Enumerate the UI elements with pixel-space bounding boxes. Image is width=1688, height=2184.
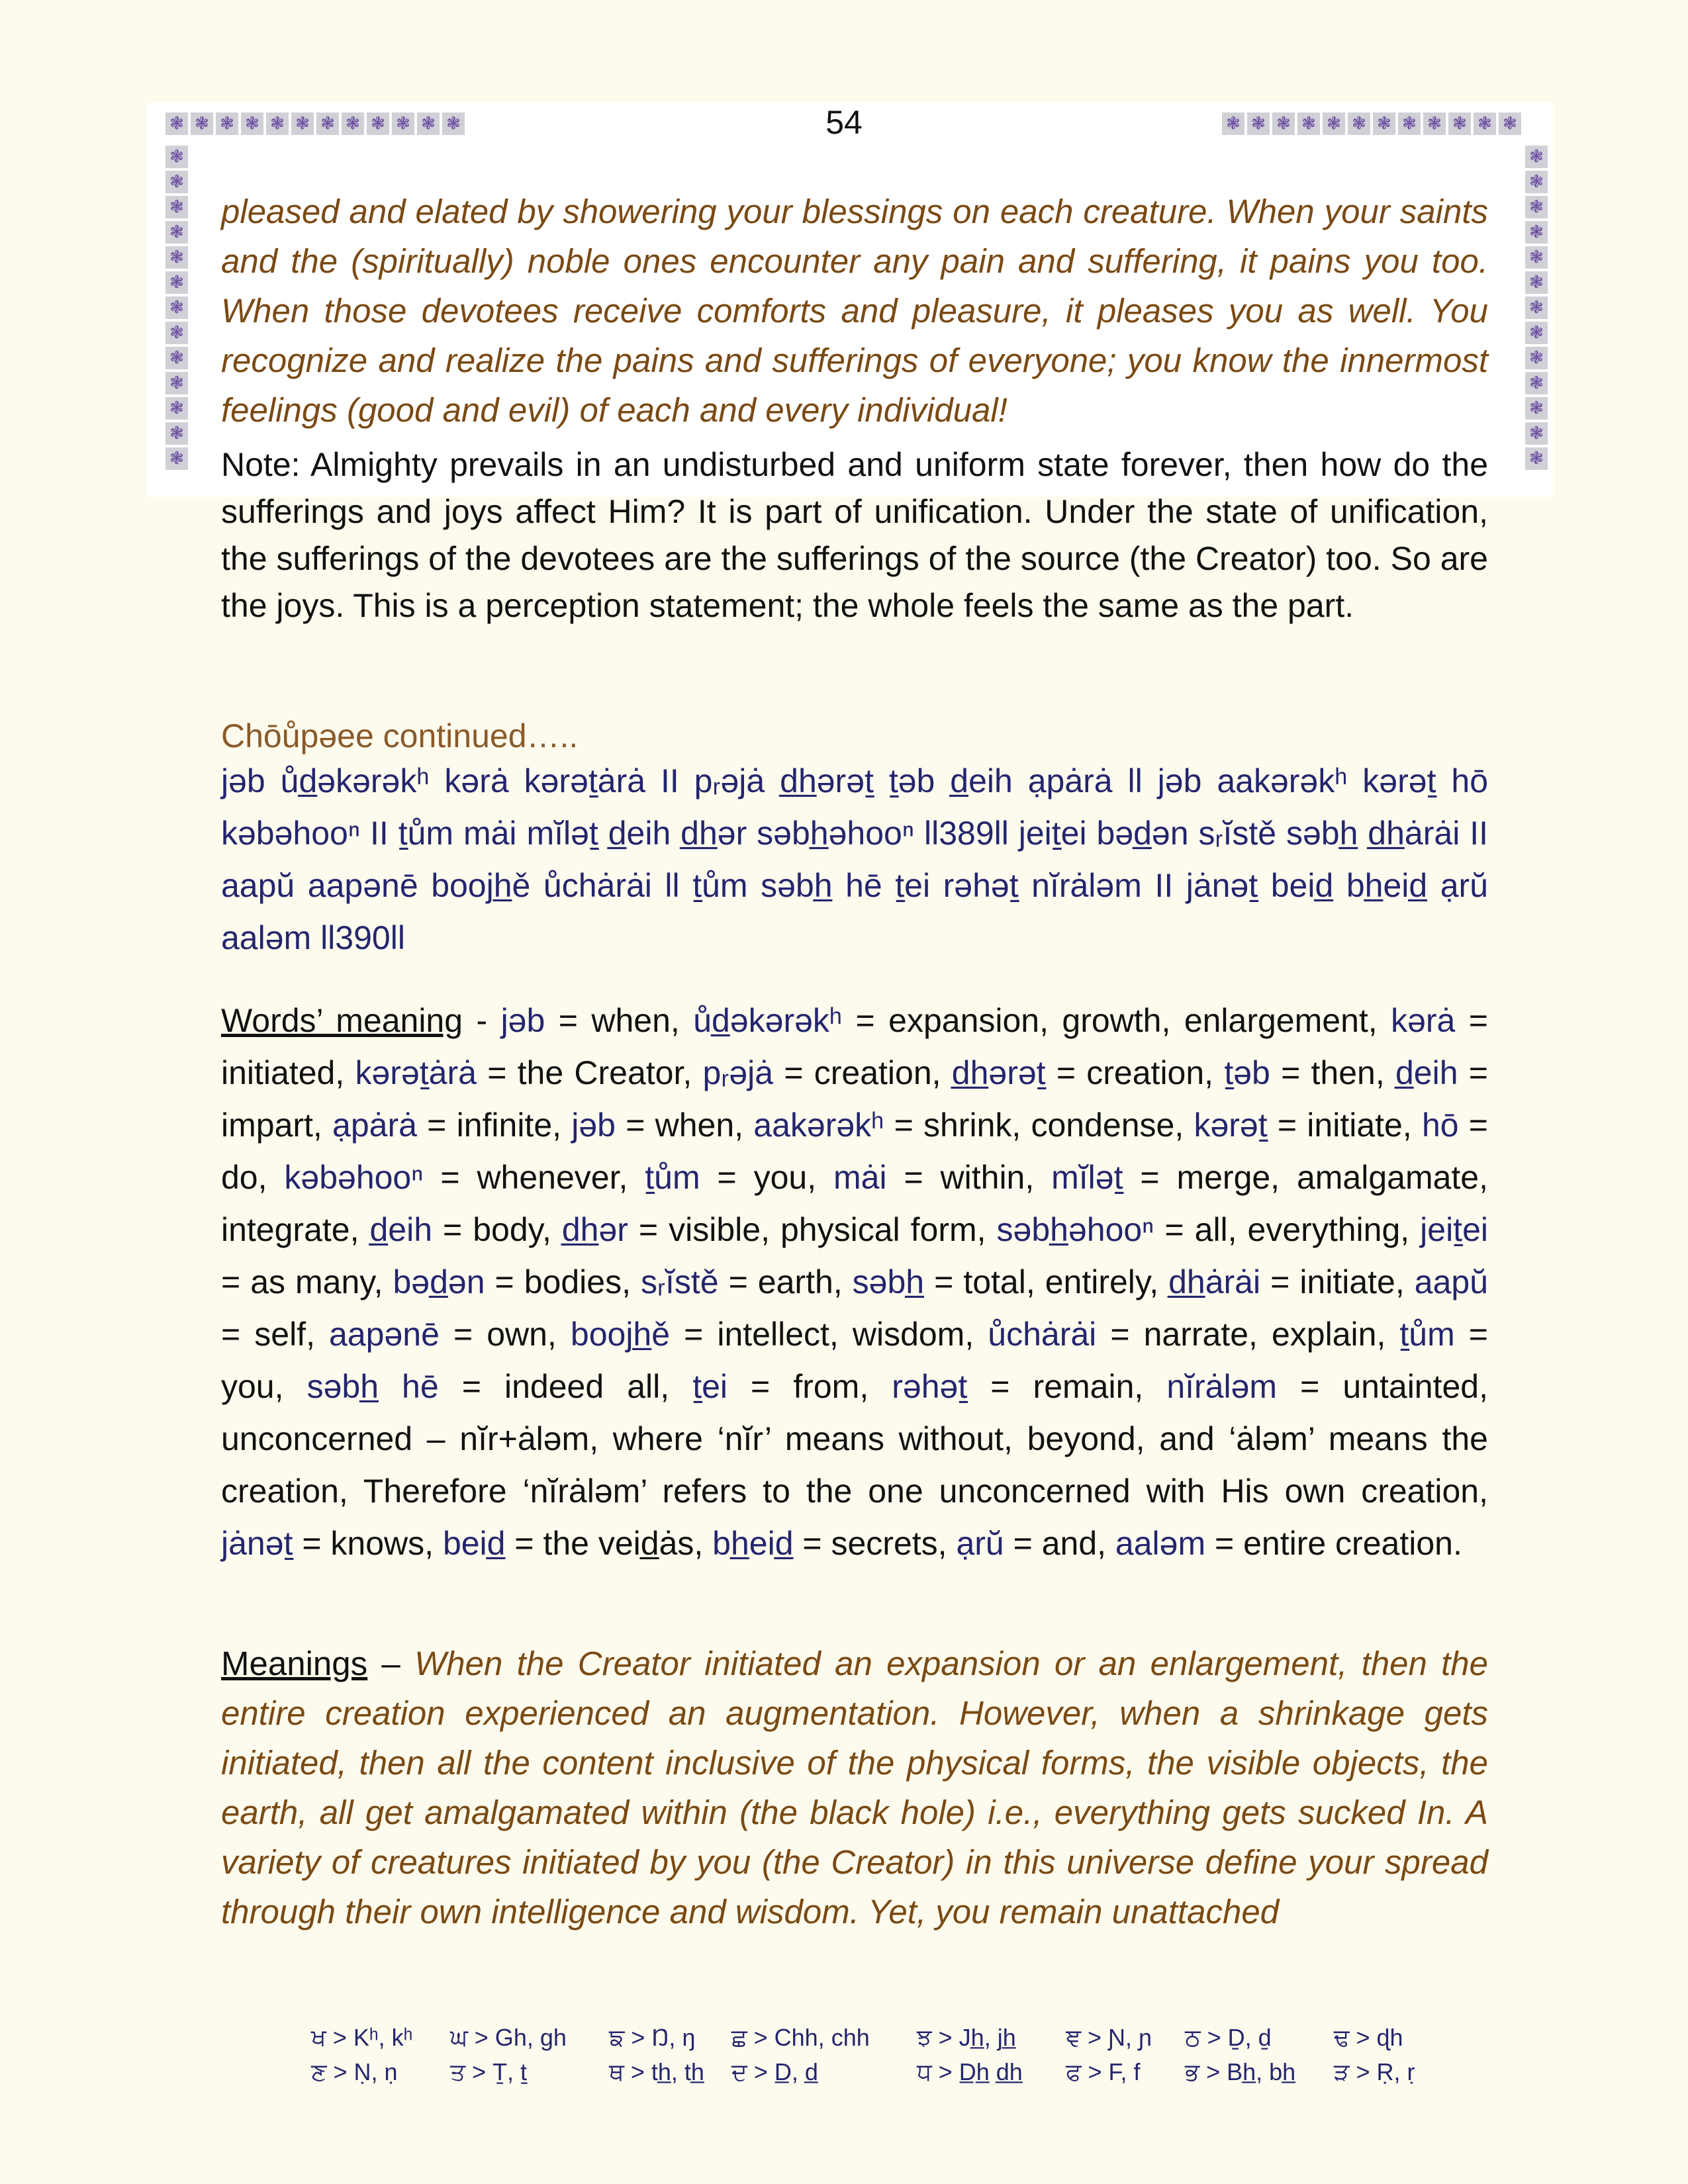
legend-item: ਫ > F, f <box>1066 2058 1141 2085</box>
term-meaning: = from, <box>727 1368 892 1405</box>
gurmukhi-term: d̲eih <box>369 1211 433 1248</box>
gurmukhi-term: bəd̲ən <box>393 1263 485 1300</box>
gurmukhi-term: aakərəkʰ <box>753 1107 884 1144</box>
legend-item: ਣ > Ṇ, ṇ <box>311 2058 398 2085</box>
term-meaning: = self, <box>221 1316 330 1353</box>
verse-section <box>221 717 1488 964</box>
legend-item: ਥ > th̲, th̲ <box>609 2058 704 2085</box>
gurmukhi-term: kərəṯ <box>1194 1107 1268 1144</box>
words-meaning-section <box>221 995 1488 1570</box>
flower-ornament-icon: ❃ <box>1525 372 1548 394</box>
flower-ornament-icon: ❃ <box>1297 113 1320 135</box>
flower-ornament-icon: ❃ <box>1525 221 1548 244</box>
term-meaning: = intellect, wisdom, <box>670 1316 988 1353</box>
legend-item: ਭ > Bh̲, bh̲ <box>1185 2058 1296 2085</box>
chaupaee-label: Chōůpəee continued….. <box>221 717 579 754</box>
term-meaning: = infinite, <box>416 1107 572 1144</box>
flower-ornament-icon: ❃ <box>342 113 364 135</box>
content-top <box>221 187 1488 629</box>
flower-ornament-icon: ❃ <box>1247 113 1270 135</box>
flower-ornament-icon: ❃ <box>1525 296 1548 319</box>
gurmukhi-term: aapŭ <box>1414 1263 1488 1300</box>
legend-item: ਛ > Chh, chh <box>731 2024 870 2051</box>
term-meaning: = narrate, explain, <box>1096 1316 1400 1353</box>
flower-ornament-icon: ❃ <box>1398 113 1421 135</box>
continued-paragraph: pleased and elated by showering your blessings on each creature. When your saints and the (spiritually) noble ones encounter any pain and suffering, it pains you too. When those devotees receive comforts and pleasure, it pleases you as well. You recognize and realize the pains and sufferings of everyone; you know the innermost feelings (good and evil) of each and every individual! <box>221 193 1488 429</box>
flower-ornament-icon: ❃ <box>165 271 188 294</box>
flower-ornament-icon: ❃ <box>316 113 339 135</box>
flower-ornament-icon: ❃ <box>1348 113 1370 135</box>
term-meaning: = merge, amalgamate, integrate, <box>221 1159 1488 1248</box>
gurmukhi-term: səbh̲ <box>852 1263 925 1300</box>
term-meaning: = indeed all, <box>438 1368 693 1405</box>
term-meaning: = creation, <box>773 1054 952 1091</box>
legend-item: ਙ > Ŋ, ŋ <box>609 2024 696 2051</box>
words-meaning-paragraph: Words’ meaning - jəb = when, ůd̲əkərəkʰ = expansion, growth, enlargement, kərȧ = initiated, kərəṯȧrȧ = the Creator, pᵣəjȧ = creation, d̲h̲ərəṯ = creation, ṯəb = then, d̲eih = impart, ạpȧrȧ = infinite, jəb = when, aakərəkʰ = shrink, condense, kərəṯ = initiate, hō = do, kəbəhooⁿ = whenever, ṯům = you, mȧi = within, mĭləṯ = merge, amalgamate, integrate, d̲eih = body, d̲h̲ər = visible, physical form, səbh̲əhooⁿ = all, everything, jeiṯei = as many, bəd̲ən = bodies, sᵣĭstě = earth, səbh̲ = total, entirely, d̲h̲ȧrȧi = initiate, aapŭ = self, aapənē = own, boojh̲ě = intellect, wisdom, ůchȧrȧi = narrate, explain, ṯům = you, səbh̲ hē = indeed all, ṯei = from, rəhəṯ = remain, nĭrȧləm = untainted, unconcerned – nĭr+ȧləm, where ‘nĭr’ means without, beyond, and ‘ȧləm’ means the creation, Therefore ‘nĭrȧləm’ refers to the one unconcerned with His own creation, jȧnəṯ = knows, beid̲ = the veid̲ȧs, bh̲eid̲ = secrets, ạrŭ = and, aaləm = entire creation. <box>221 1002 1489 1562</box>
flower-ornament-icon: ❃ <box>165 146 188 168</box>
decorative-border-left <box>165 146 188 470</box>
term-meaning: = untainted, unconcerned – nĭr+ȧləm, where ‘nĭr’ means without, beyond, and ‘ȧləm’ means the creation, Therefore ‘nĭrȧləm’ refers to the one unconcerned with His own creation, <box>221 1368 1489 1510</box>
gurmukhi-term: sᵣĭstě <box>641 1263 719 1300</box>
meanings-dash: – <box>367 1645 415 1682</box>
gurmukhi-term: aapənē <box>329 1316 440 1353</box>
flower-ornament-icon: ❃ <box>165 171 188 193</box>
term-meaning: = impart, <box>221 1054 1488 1144</box>
gurmukhi-term: d̲h̲ȧrȧi <box>1168 1263 1261 1300</box>
flower-ornament-icon: ❃ <box>1499 113 1521 135</box>
gurmukhi-term: ṯəb <box>1224 1054 1270 1091</box>
words-meaning-heading: Words’ meaning <box>221 1002 463 1039</box>
gurmukhi-term: jeiṯei <box>1420 1211 1488 1248</box>
flower-ornament-icon: ❃ <box>216 113 238 135</box>
term-meaning: = creation, <box>1045 1054 1225 1091</box>
flower-ornament-icon: ❃ <box>165 447 188 470</box>
flower-ornament-icon: ❃ <box>1525 146 1548 168</box>
flower-ornament-icon: ❃ <box>1474 113 1496 135</box>
meanings-text: When the Creator initiated an expansion or an enlargement, then the entire creation experienced an augmentation. However, when a shrinkage gets initiated, then all the content inclusive of the physical forms, the visible objects, the earth, all get amalgamated within (the black hole) i.e., everything gets sucked In. A variety of creatures initiated by you (the Creator) in this universe define your spread through their own intelligence and wisdom. Yet, you remain unattached <box>221 1645 1489 1931</box>
flower-ornament-icon: ❃ <box>165 322 188 344</box>
term-meaning: = then, <box>1270 1054 1395 1091</box>
term-meaning: = initiated, <box>221 1002 1488 1091</box>
flower-ornament-icon: ❃ <box>165 372 188 394</box>
flower-ornament-icon: ❃ <box>165 246 188 269</box>
flower-ornament-icon: ❃ <box>442 113 465 135</box>
flower-ornament-icon: ❃ <box>1525 447 1548 470</box>
flower-ornament-icon: ❃ <box>165 221 188 244</box>
gurmukhi-term: ạpȧrȧ <box>332 1107 417 1144</box>
gurmukhi-term: d̲eih <box>1395 1054 1458 1091</box>
term-meaning: = visible, physical form, <box>628 1211 997 1248</box>
term-meaning: = the Creator, <box>476 1054 703 1091</box>
meanings-section <box>221 1639 1488 1936</box>
flower-ornament-icon: ❃ <box>367 113 389 135</box>
legend-row <box>311 2058 1413 2093</box>
legend-item: ਖ > Kʰ, kʰ <box>311 2024 413 2051</box>
term-meaning: = when, <box>615 1107 754 1144</box>
gurmukhi-term: jəb <box>571 1107 616 1144</box>
term-meaning: = remain, <box>967 1368 1167 1405</box>
flower-ornament-icon: ❃ <box>165 296 188 319</box>
flower-ornament-icon: ❃ <box>1423 113 1446 135</box>
gurmukhi-term: ṯům <box>645 1159 700 1196</box>
term-meaning: = expansion, growth, enlargement, <box>842 1002 1391 1039</box>
legend-item: ਦ > D̲, d̲ <box>731 2058 818 2085</box>
term-meaning: = knows, <box>293 1525 443 1562</box>
legend-item: ੜ > Ṛ, ṛ <box>1334 2058 1415 2085</box>
gurmukhi-term: mĭləṯ <box>1051 1159 1123 1196</box>
flower-ornament-icon: ❃ <box>165 196 188 218</box>
term-meaning: = and, <box>1004 1525 1115 1562</box>
page-number: 54 <box>825 104 863 141</box>
flower-ornament-icon: ❃ <box>266 113 289 135</box>
flower-ornament-icon: ❃ <box>1272 113 1295 135</box>
term-meaning: = secrets, <box>793 1525 957 1562</box>
decorative-border-right <box>1525 146 1548 470</box>
gurmukhi-term: ạrŭ <box>956 1525 1004 1562</box>
flower-ornament-icon: ❃ <box>291 113 314 135</box>
flower-ornament-icon: ❃ <box>165 422 188 445</box>
flower-ornament-icon: ❃ <box>1525 347 1548 369</box>
decorative-border-top-right <box>1222 113 1521 135</box>
decorative-border-top-left <box>165 113 465 135</box>
term-meaning: = the veid̲ȧs, <box>505 1525 713 1562</box>
term-meaning: = you, <box>700 1159 833 1196</box>
transliteration-legend <box>311 2024 1413 2093</box>
legend-item: ਞ > Ɲ, ɲ <box>1066 2024 1152 2051</box>
legend-item: ਠ > Ḏ, ḏ <box>1185 2024 1272 2051</box>
term-meaning: = when, <box>545 1002 694 1039</box>
gurmukhi-term: ůchȧrȧi <box>988 1316 1097 1353</box>
flower-ornament-icon: ❃ <box>1525 271 1548 294</box>
term-meaning: = shrink, condense, <box>884 1107 1194 1144</box>
flower-ornament-icon: ❃ <box>1323 113 1345 135</box>
flower-ornament-icon: ❃ <box>165 113 188 135</box>
term-meaning: = do, <box>221 1107 1489 1196</box>
term-meaning: = initiate, <box>1267 1107 1422 1144</box>
flower-ornament-icon: ❃ <box>1222 113 1244 135</box>
meanings-heading: Meanings <box>221 1645 368 1682</box>
flower-ornament-icon: ❃ <box>1525 246 1548 269</box>
gurmukhi-term: kərȧ <box>1391 1002 1456 1039</box>
term-meaning: = initiate, <box>1260 1263 1415 1300</box>
legend-item: ਘ > Gh, gh <box>450 2024 567 2051</box>
flower-ornament-icon: ❃ <box>1525 422 1548 445</box>
legend-row <box>311 2024 1413 2058</box>
term-meaning: = whenever, <box>423 1159 645 1196</box>
verse-transliteration: jəb ůd̲əkərəkʰ kərȧ kərəṯȧrȧ II pᵣəjȧ d̲h̲ərəṯ ṯəb d̲eih ạpȧrȧ ll jəb aakərəkʰ kərəṯ hō kəbəhooⁿ II ṯům mȧi mĭləṯ d̲eih d̲h̲ər səbh̲əhooⁿ ll389ll jeiṯei bəd̲ən sᵣĭstě səbh̲ d̲h̲ȧrȧi II aapŭ aapənē boojh̲ě ůchȧrȧi ll ṯům səbh̲ hē ṯei rəhəṯ nĭrȧləm II jȧnəṯ beid̲ bh̲eid̲ ạrŭ aaləm ll390ll <box>221 762 1488 956</box>
flower-ornament-icon: ❃ <box>241 113 263 135</box>
gurmukhi-term: səbh̲əhooⁿ <box>996 1211 1154 1248</box>
gurmukhi-term: nĭrȧləm <box>1166 1368 1278 1405</box>
gurmukhi-term: rəhəṯ <box>892 1368 968 1405</box>
gurmukhi-term: bh̲eid̲ <box>712 1525 794 1562</box>
gurmukhi-term: pᵣəjȧ <box>702 1054 774 1091</box>
term-meaning: = all, everything, <box>1154 1211 1421 1248</box>
term-meaning: = body, <box>432 1211 562 1248</box>
flower-ornament-icon: ❃ <box>165 397 188 420</box>
gurmukhi-term: kəbəhooⁿ <box>284 1159 424 1196</box>
meanings-paragraph <box>221 1639 1488 1936</box>
gurmukhi-term: d̲h̲ərəṯ <box>951 1054 1046 1091</box>
gurmukhi-term: boojh̲ě <box>570 1316 671 1353</box>
term-meaning: = own, <box>439 1316 571 1353</box>
gurmukhi-term: aaləm <box>1115 1525 1206 1562</box>
flower-ornament-icon: ❃ <box>392 113 414 135</box>
term-meaning: = bodies, <box>485 1263 641 1300</box>
flower-ornament-icon: ❃ <box>165 347 188 369</box>
flower-ornament-icon: ❃ <box>417 113 440 135</box>
term-meaning: = earth, <box>718 1263 853 1300</box>
flower-ornament-icon: ❃ <box>191 113 213 135</box>
flower-ornament-icon: ❃ <box>1525 196 1548 218</box>
legend-item: ਧ > D̲h̲ d̲h̲ <box>917 2058 1023 2085</box>
legend-item: ਢ > ɖh <box>1334 2024 1403 2051</box>
gurmukhi-term: hō <box>1421 1107 1459 1144</box>
legend-item: ਤ > Ṯ, ṯ <box>450 2058 528 2085</box>
term-meaning: = total, entirely, <box>924 1263 1169 1300</box>
term-meaning: = within, <box>886 1159 1052 1196</box>
gurmukhi-term: d̲h̲ər <box>561 1211 628 1248</box>
flower-ornament-icon: ❃ <box>1525 322 1548 344</box>
gurmukhi-term: kərəṯȧrȧ <box>355 1054 477 1091</box>
gurmukhi-term: səbh̲ hē <box>306 1368 439 1405</box>
gurmukhi-term: beid̲ <box>442 1525 506 1562</box>
term-meaning: = you, <box>221 1316 1489 1405</box>
flower-ornament-icon: ❃ <box>1525 397 1548 420</box>
term-meaning: = entire creation. <box>1205 1525 1462 1562</box>
gurmukhi-term: jəb <box>500 1002 545 1039</box>
flower-ornament-icon: ❃ <box>1373 113 1395 135</box>
gurmukhi-term: mȧi <box>833 1159 887 1196</box>
gurmukhi-term: ůd̲əkərəkʰ <box>693 1002 843 1039</box>
gurmukhi-term: ṯei <box>692 1368 727 1405</box>
gurmukhi-term: jȧnəṯ <box>221 1525 293 1562</box>
gurmukhi-term: ṯům <box>1399 1316 1455 1353</box>
note-paragraph: Note: Almighty prevails in an undisturbed and uniform state forever, then how do the sufferings and joys affect Him? It is part of unification. Under the state of unification, the sufferings of the devotees are the sufferings of the source (the Creator) too. So are the joys. This is a perception statement; the whole feels the same as the part. <box>221 446 1488 624</box>
legend-item: ਝ > Jh̲, jh̲ <box>917 2024 1016 2051</box>
flower-ornament-icon: ❃ <box>1448 113 1471 135</box>
flower-ornament-icon: ❃ <box>1525 171 1548 193</box>
term-meaning: = as many, <box>221 1263 393 1300</box>
